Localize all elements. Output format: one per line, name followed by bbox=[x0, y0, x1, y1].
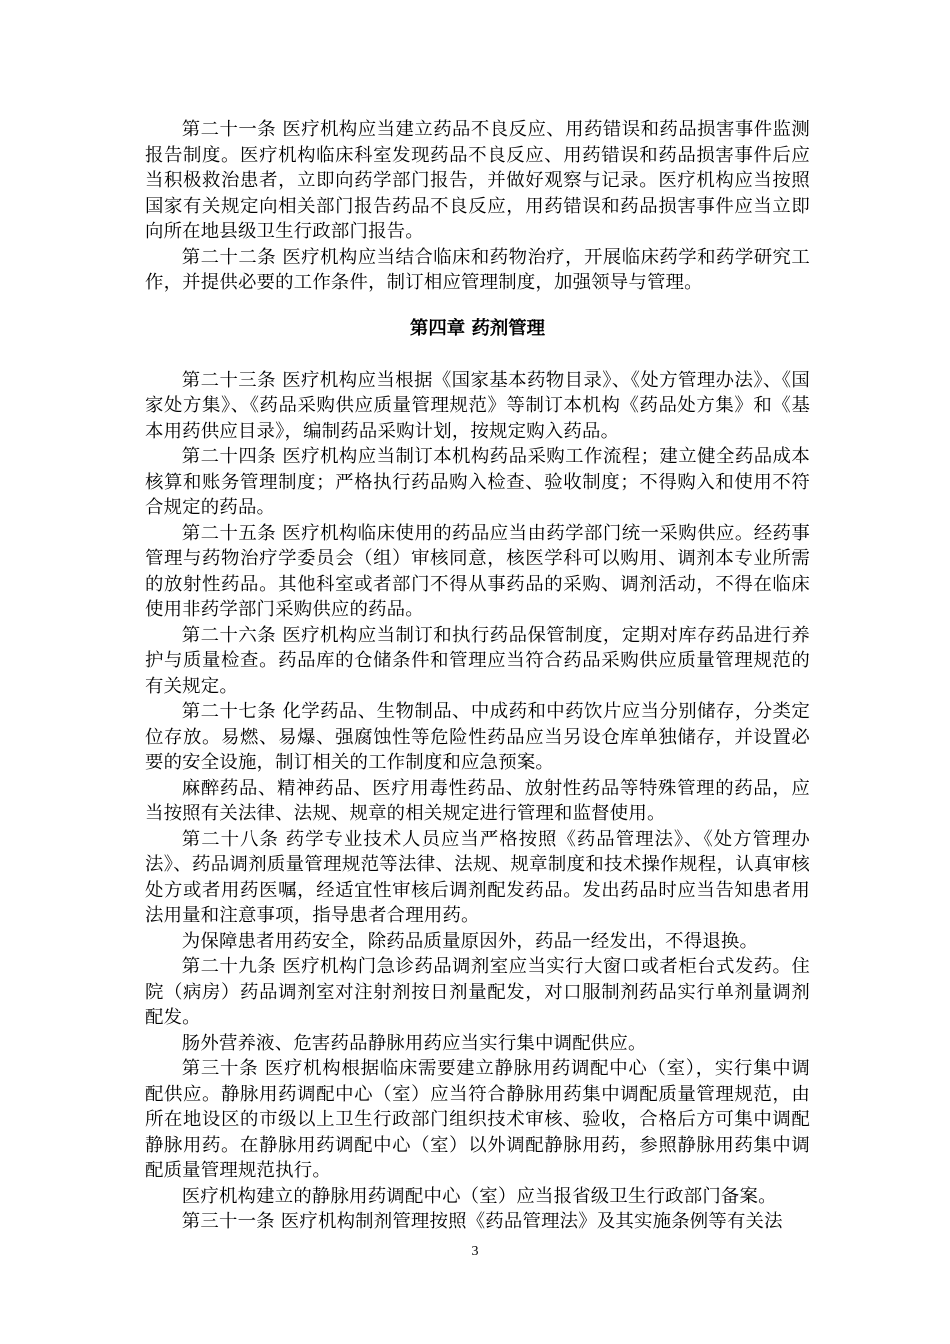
article-27-paragraph: 第二十七条 化学药品、生物制品、中成药和中药饮片应当分别储存，分类定位存放。易燃、易爆、强腐蚀性等危险性药品应当另设仓库单独储存，并设置必要的安全设施，制订相关的工作制度和应急预案。 bbox=[145, 701, 810, 773]
article-29-paragraph: 第二十九条 医疗机构门急诊药品调剂室应当实行大窗口或者柜台式发药。住院（病房）药品调剂室对注射剂按日剂量配发，对口服制剂药品实行单剂量调剂配发。 bbox=[145, 956, 810, 1028]
article-23-paragraph: 第二十三条 医疗机构应当根据《国家基本药物目录》、《处方管理办法》、《国家处方集》、《药品采购供应质量管理规范》等制订本机构《药品处方集》和《基本用药供应目录》，编制药品采购计划，按规定购入药品。 bbox=[145, 369, 810, 442]
article-30-paragraph: 第三十条 医疗机构根据临床需要建立静脉用药调配中心（室），实行集中调配供应。静脉用药调配中心（室）应当符合静脉用药集中调配质量管理规范，由所在地设区的市级以上卫生行政部门组织技术审核、验收，合格后方可集中调配静脉用药。在静脉用药调配中心（室）以外调配静脉用药，参照静脉用药集中调配质量管理规范执行。 bbox=[145, 1058, 810, 1181]
article-25-paragraph: 第二十五条 医疗机构临床使用的药品应当由药学部门统一采购供应。经药事管理与药物治疗学委员会（组）审核同意，核医学科可以购用、调剂本专业所需的放射性药品。其他科室或者部门不得从事药品的采购、调剂活动，不得在临床使用非药学部门采购供应的药品。 bbox=[145, 522, 810, 620]
article-31-paragraph: 第三十一条 医疗机构制剂管理按照《药品管理法》及其实施条例等有关法 bbox=[181, 1211, 783, 1232]
article-24-paragraph: 第二十四条 医疗机构应当制订本机构药品采购工作流程；建立健全药品成本核算和账务管理制度；严格执行药品购入检查、验收制度；不得购入和使用不符合规定的药品。 bbox=[145, 446, 810, 518]
chapter-heading: 第四章 药剂管理 bbox=[409, 317, 546, 339]
no-return-paragraph: 为保障患者用药安全，除药品质量原因外，药品一经发出，不得退换。 bbox=[181, 930, 759, 952]
parenteral-nutrition-paragraph: 肠外营养液、危害药品静脉用药应当实行集中调配供应。 bbox=[181, 1032, 647, 1054]
document-page bbox=[145, 117, 810, 1235]
page-number: 3 bbox=[471, 1244, 479, 1259]
article-22-paragraph: 第二十二条 医疗机构应当结合临床和药物治疗，开展临床药学和药学研究工作，并提供必要的工作条件，制订相应管理制度，加强领导与管理。 bbox=[145, 246, 810, 293]
iv-center-filing-paragraph: 医疗机构建立的静脉用药调配中心（室）应当报省级卫生行政部门备案。 bbox=[181, 1185, 777, 1207]
article-26-paragraph: 第二十六条 医疗机构应当制订和执行药品保管制度，定期对库存药品进行养护与质量检查。药品库的仓储条件和管理应当符合药品采购供应质量管理规范的有关规定。 bbox=[145, 624, 810, 697]
article-28-paragraph: 第二十八条 药学专业技术人员应当严格按照《药品管理法》、《处方管理办法》、药品调剂质量管理规范等法律、法规、规章制度和技术操作规程，认真审核处方或者用药医嘱，经适宜性审核后调剂配发药品。发出药品时应当告知患者用法用量和注意事项，指导患者合理用药。 bbox=[145, 828, 810, 926]
special-drugs-paragraph: 麻醉药品、精神药品、医疗用毒性药品、放射性药品等特殊管理的药品，应当按照有关法律、法规、规章的相关规定进行管理和监督使用。 bbox=[145, 777, 810, 824]
article-21-paragraph: 第二十一条 医疗机构应当建立药品不良反应、用药错误和药品损害事件监测报告制度。医疗机构临床科室发现药品不良反应、用药错误和药品损害事件后应当积极救治患者，立即向药学部门报告，并做好观察与记录。医疗机构应当按照国家有关规定向相关部门报告药品不良反应，用药错误和药品损害事件应当立即向所在地县级卫生行政部门报告。 bbox=[145, 119, 810, 242]
